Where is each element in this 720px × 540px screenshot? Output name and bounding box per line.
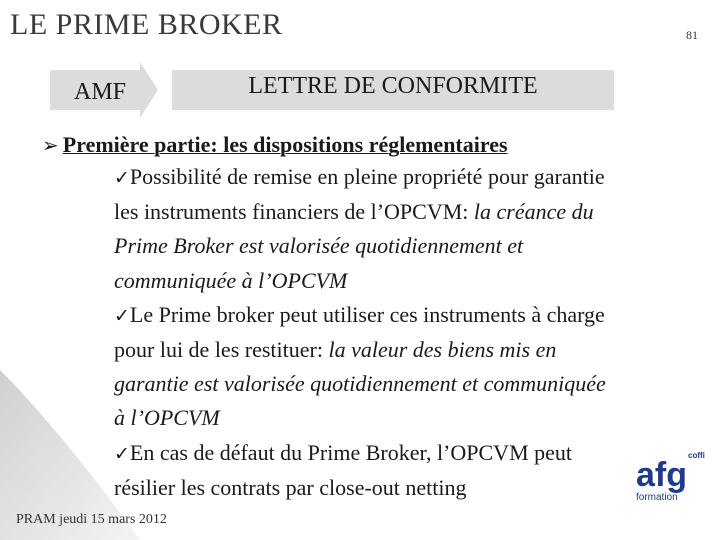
page-number: 81 [686,28,698,42]
amf-label: AMF [74,79,127,105]
bullet-2-line-4 [114,401,674,435]
bullet-text: les instruments financiers de l’OPCVM: [114,199,474,225]
bullet-1-line-2 [114,195,674,229]
bullet-1-line-4 [114,264,674,298]
bullet-text: Le Prime broker peut utiliser ces instruments à charge [129,301,605,327]
bullet-1-line-3 [114,229,674,263]
footer-text: PRAM jeudi 15 mars 2012 [16,512,167,527]
svg-text:afg: afg [636,456,687,494]
arrow-bullet-icon: ➢ [42,133,59,157]
bullet-italic-text: la valeur des biens mis en [328,337,557,363]
bullet-list [114,160,674,505]
bullet-2-line-3 [114,367,674,401]
afg-formation-logo [630,448,710,504]
section-title: Première partie: les dispositions réglementaires [62,132,508,157]
checkmark-icon: ✓ [114,442,130,465]
bullet-1-line-1 [114,160,674,195]
bullet-italic-text: la créance du [473,199,594,225]
bullet-text: Possibilité de remise en pleine propriété pour garantie [129,164,605,189]
bullet-text: En cas de défaut du Prime Broker, l’OPCVM peut [129,439,573,465]
bullet-3-line-1 [114,436,674,471]
bullet-2-line-2 [114,333,674,367]
bullet-text: pour lui de les restituer: [114,337,329,363]
bullet-text: résilier les contrats par close-out netting [114,474,467,500]
checkmark-icon: ✓ [114,167,130,189]
svg-text:formation: formation [636,492,678,503]
bullet-italic-text: à l’OPCVM [114,405,220,431]
bullet-2-line-1 [114,298,674,333]
svg-text:coffi: coffi [688,451,705,460]
slide-title: LE PRIME BROKER [10,8,283,41]
bullet-italic-text: garantie est valorisée quotidiennement et communiquée [114,371,606,397]
section-heading [42,132,508,158]
checkmark-icon: ✓ [114,304,130,327]
lettre-label: LETTRE DE CONFORMITE [248,73,538,99]
bullet-3-line-2 [114,471,674,505]
bullet-italic-text: communiquée à l’OPCVM [114,267,348,293]
bullet-italic-text: Prime Broker est valorisée quotidiennement et [114,233,524,259]
